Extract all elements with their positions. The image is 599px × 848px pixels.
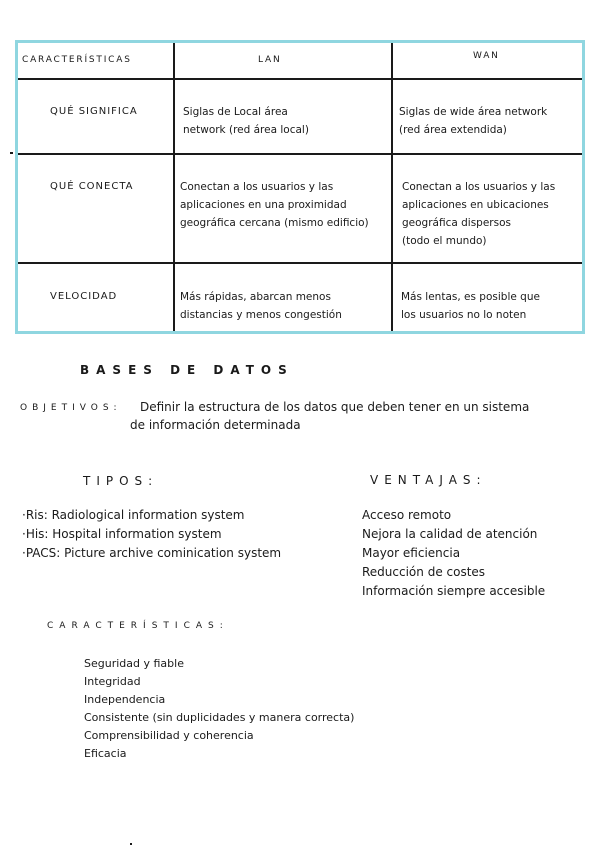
row-divider <box>18 153 582 155</box>
ventajas-item: Reducción de costes <box>362 565 486 579</box>
header-caracteristicas: CARACTERÍSTICAS <box>22 55 132 65</box>
objetivos-label: OBJETIVOS: <box>20 403 122 413</box>
caracteristicas-item: Comprensibilidad y coherencia <box>84 729 254 742</box>
row-label-significa: QUÉ SIGNIFICA <box>50 106 138 117</box>
row-label-velocidad: VELOCIDAD <box>50 291 118 302</box>
caracteristicas-item: Eficacia <box>84 747 127 760</box>
lan-wan-table <box>15 40 585 334</box>
caracteristicas-item: Seguridad y fiable <box>84 657 184 670</box>
cell-wan-velocidad: Más lentas, es posible que los usuarios no lo noten <box>401 291 540 321</box>
cell-lan-conecta: Conectan a los usuarios y las aplicaciones en una proximidad geográfica cercana (mismo edificio) <box>180 181 369 229</box>
tipos-list <box>22 506 281 563</box>
ventajas-item: Información siempre accesible <box>362 584 546 598</box>
header-lan: LAN <box>258 55 282 65</box>
ventajas-list <box>362 506 545 601</box>
cell-wan-significa: Siglas de wide área network (red área extendida) <box>399 106 548 136</box>
caracteristicas-list <box>84 655 354 763</box>
cell-wan-conecta: Conectan a los usuarios y las aplicaciones en ubicaciones geográfica dispersos (todo el mundo) <box>402 181 556 247</box>
caracteristicas-item: Consistente (sin duplicidades y manera correcta) <box>84 711 355 724</box>
column-divider <box>173 43 175 331</box>
column-divider <box>391 43 393 331</box>
objetivos-text: Definir la estructura de los datos que deben tener en un sistema <box>140 400 530 414</box>
ventajas-item: Nejora la calidad de atención <box>362 527 538 541</box>
tipos-item: ·PACS: Picture archive cominication system <box>22 546 282 560</box>
ventajas-item: Acceso remoto <box>362 508 452 522</box>
row-divider <box>18 78 582 80</box>
cell-lan-significa: Siglas de Local área network (red área local) <box>183 106 309 136</box>
caracteristicas-item: Integridad <box>84 675 141 688</box>
row-divider <box>18 262 582 264</box>
caracteristicas-item: Independencia <box>84 693 166 706</box>
ventajas-item: Mayor eficiencia <box>362 546 461 560</box>
tipos-item: ·Ris: Radiological information system <box>22 508 245 522</box>
row-label-conecta: QUÉ CONECTA <box>50 181 134 192</box>
header-wan: WAN <box>473 51 500 61</box>
objetivos-text-2: de información determinada <box>130 418 301 432</box>
tipos-title: TIPOS: <box>83 474 159 488</box>
tipos-item: ·His: Hospital information system <box>22 527 222 541</box>
margin-mark <box>130 843 132 845</box>
margin-mark <box>10 152 13 154</box>
cell-lan-velocidad: Más rápidas, abarcan menos distancias y menos congestión <box>180 291 342 321</box>
caracteristicas-title: CARACTERÍSTICAS: <box>47 621 229 631</box>
ventajas-title: VENTAJAS: <box>370 473 487 487</box>
bases-title: BASES DE DATOS <box>80 363 294 377</box>
